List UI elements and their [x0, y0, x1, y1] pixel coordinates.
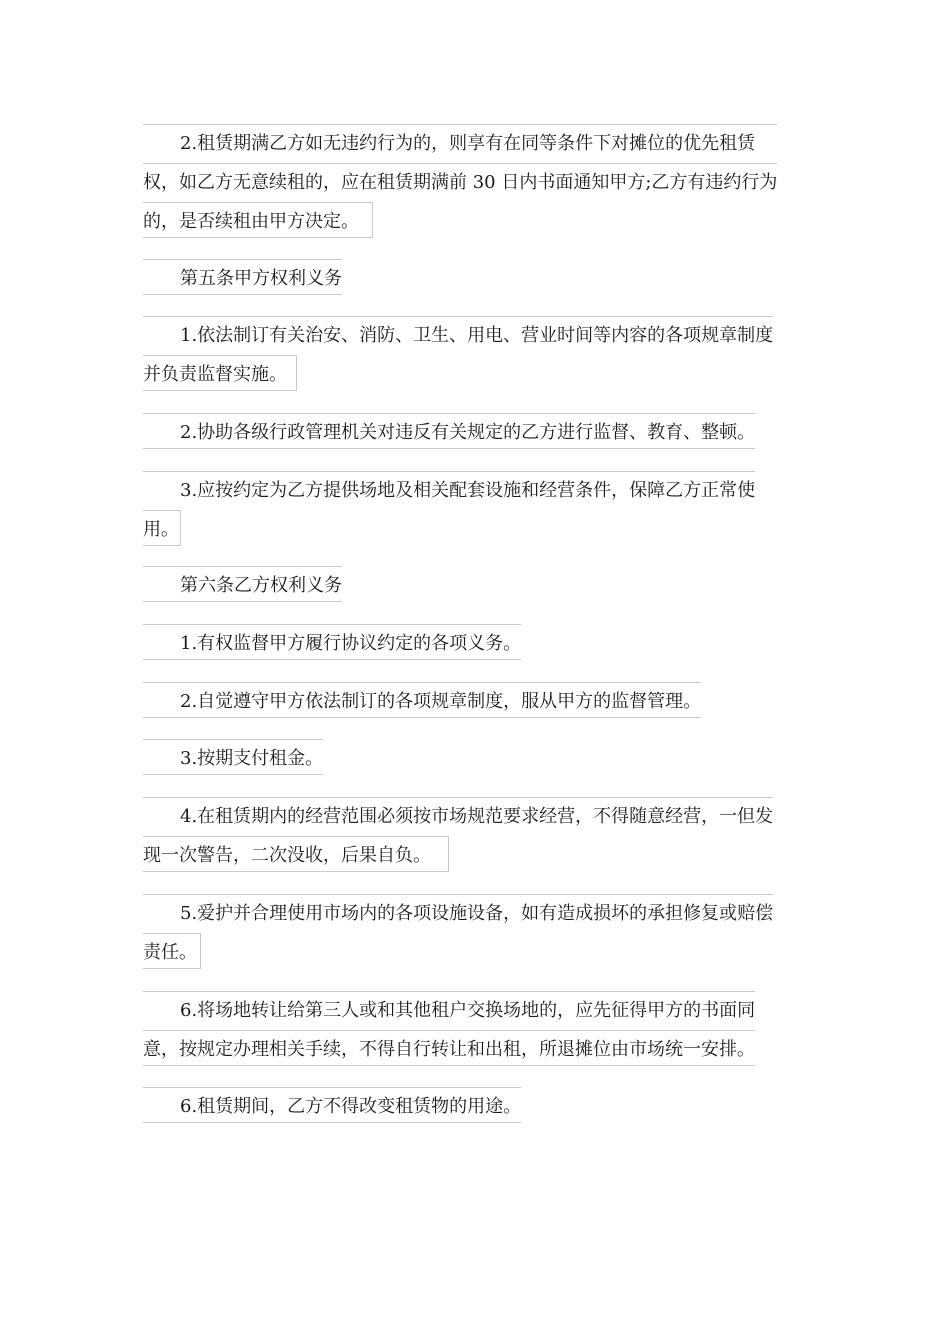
text-line: 2.自觉遵守甲方依法制订的各项规章制度，服从甲方的监督管理。 [143, 682, 701, 721]
text-line: 用。 [143, 510, 755, 549]
paragraph-party-b-2 [143, 682, 701, 721]
text-line: 2.协助各级行政管理机关对违反有关规定的乙方进行监督、教育、整顿。 [143, 413, 755, 452]
text-line: 3.按期支付租金。 [143, 739, 323, 778]
text-line: 4.在租赁期内的经营范围必须按市场规范要求经营，不得随意经营，一但发 [143, 797, 773, 836]
text-line: 责任。 [143, 933, 773, 972]
section-heading: 第五条甲方权利义务 [143, 259, 342, 298]
text-line: 的，是否续租由甲方决定。 [143, 202, 777, 241]
paragraph-lease-renewal [143, 124, 777, 241]
section-heading-article-5 [143, 259, 342, 298]
text-line: 6.将场地转让给第三人或和其他租户交换场地的，应先征得甲方的书面同 [143, 991, 755, 1030]
text-line: 1.有权监督甲方履行协议约定的各项义务。 [143, 624, 521, 663]
text-line: 权，如乙方无意续租的，应在租赁期满前 30 日内书面通知甲方;乙方有违约行为 [143, 163, 777, 202]
paragraph-party-b-4 [143, 797, 773, 875]
paragraph-party-b-5 [143, 894, 773, 972]
text-line: 6.租赁期间，乙方不得改变租赁物的用途。 [143, 1087, 521, 1126]
paragraph-party-b-6 [143, 991, 755, 1069]
text-line: 2.租赁期满乙方如无违约行为的，则享有在同等条件下对摊位的优先租赁 [143, 124, 777, 163]
text-line: 3.应按约定为乙方提供场地及相关配套设施和经营条件，保障乙方正常使 [143, 471, 755, 510]
paragraph-party-a-1 [143, 316, 773, 394]
paragraph-party-a-2 [143, 413, 755, 452]
section-heading-article-6 [143, 566, 342, 605]
section-heading: 第六条乙方权利义务 [143, 566, 342, 605]
paragraph-party-a-3 [143, 471, 755, 549]
text-line: 并负责监督实施。 [143, 355, 773, 394]
paragraph-party-b-7 [143, 1087, 521, 1126]
text-line: 1.依法制订有关治安、消防、卫生、用电、营业时间等内容的各项规章制度 [143, 316, 773, 355]
text-line: 5.爱护并合理使用市场内的各项设施设备，如有造成损坏的承担修复或赔偿 [143, 894, 773, 933]
paragraph-party-b-1 [143, 624, 521, 663]
paragraph-party-b-3 [143, 739, 323, 778]
text-line: 现一次警告，二次没收，后果自负。 [143, 836, 773, 875]
text-line: 意，按规定办理相关手续，不得自行转让和出租，所退摊位由市场统一安排。 [143, 1030, 755, 1069]
